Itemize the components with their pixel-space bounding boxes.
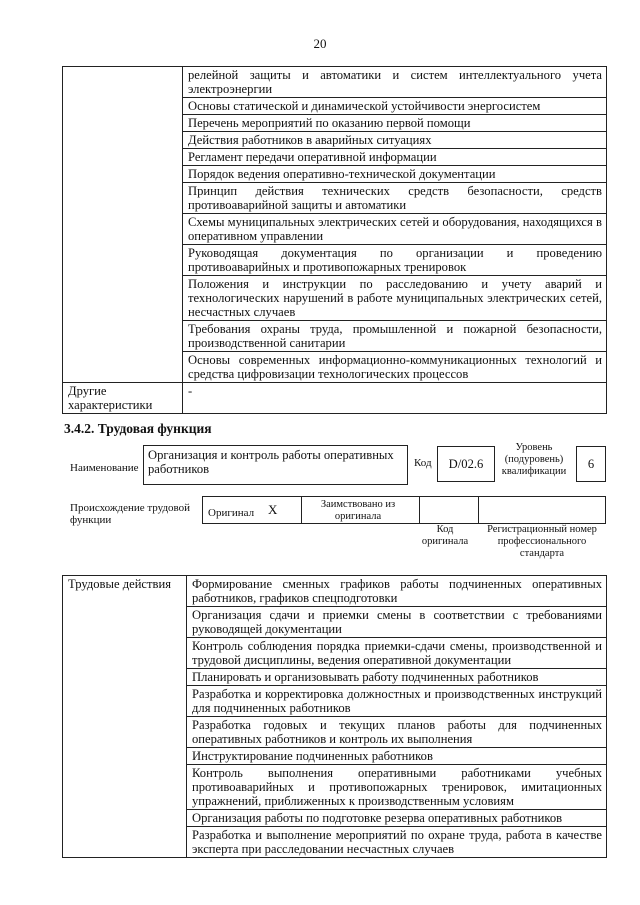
knowledge-item: Принцип действия технических средств безопасности, средств противоаварийной защиты и автоматики (183, 183, 607, 214)
name-label: Наименование (70, 462, 139, 474)
page-number: 20 (313, 36, 327, 51)
labor-action-item: Организация работы по подготовке резерва оперативных работников (187, 810, 607, 827)
origin-label: Происхождение трудовой функции (70, 502, 191, 526)
registration-number-label: Регистрационный номер профессионального стандарта (487, 524, 597, 559)
divider (301, 497, 302, 523)
labor-action-item: Инструктирование подчиненных работников (187, 748, 607, 765)
table-row (63, 576, 607, 607)
code-original-label: Код оригинала (421, 524, 469, 547)
knowledge-item: релейной защиты и автоматики и систем интеллектуального учета электроэнергии (183, 67, 607, 98)
knowledge-item: Руководящая документация по организации и проведению противоаварийных и противопожарных тренировок (183, 245, 607, 276)
borrowed-label: Заимствовано из оригинала (320, 499, 396, 522)
knowledge-table (62, 66, 607, 414)
original-mark: X (268, 502, 278, 517)
labor-action-item: Планировать и организовывать работу подчиненных работников (187, 669, 607, 686)
other-characteristics-label: Другие характеристики (63, 383, 183, 414)
knowledge-item: Основы современных информационно-коммуникационных технологий и средства цифровизации технологических процессов (183, 352, 607, 383)
code-box: D/02.6 (437, 446, 495, 482)
section-title: 3.4.2. Трудовая функция (64, 421, 212, 436)
labor-action-item: Контроль выполнения оперативными работниками учебных противоаварийных и противопожарных тренировок, имитационных упражнений, приближенных к производственным условиям (187, 765, 607, 810)
function-name-box: Организация и контроль работы оперативных работников (143, 445, 408, 485)
labor-actions-table (62, 575, 607, 858)
labor-action-item: Контроль соблюдения порядка приемки-сдачи смены, производственной и трудовой дисциплины, ведения оперативной документации (187, 638, 607, 669)
knowledge-item: Действия работников в аварийных ситуациях (183, 132, 607, 149)
knowledge-item: Схемы муниципальных электрических сетей и оборудования, находящихся в оперативном управлении (183, 214, 607, 245)
labor-action-item: Организация сдачи и приемки смены в соответствии с требованиями руководящей документации (187, 607, 607, 638)
original-label: Оригинал (208, 507, 255, 519)
labor-action-item: Разработка годовых и текущих планов работы для подчиненных оперативных работников и контроль их выполнения (187, 717, 607, 748)
labor-action-item: Формирование сменных графиков работы подчиненных оперативных работников, графиков спецподготовки (187, 576, 607, 607)
knowledge-item: Порядок ведения оперативно-технической документации (183, 166, 607, 183)
table-row (63, 383, 607, 414)
level-box: 6 (576, 446, 606, 482)
table-row (63, 67, 607, 98)
knowledge-item: Основы статической и динамической устойчивости энергосистем (183, 98, 607, 115)
code-label: Код (414, 457, 432, 469)
level-label: Уровень (подуровень) квалификации (501, 442, 567, 477)
divider (419, 497, 420, 523)
knowledge-label-cell (63, 67, 183, 383)
labor-action-item: Разработка и корректировка должностных и производственных инструкций для подчиненных работников (187, 686, 607, 717)
knowledge-item: Требования охраны труда, промышленной и пожарной безопасности, производственной санитарии (183, 321, 607, 352)
other-characteristics-value: - (183, 383, 607, 414)
knowledge-item: Перечень мероприятий по оказанию первой помощи (183, 115, 607, 132)
divider (478, 497, 479, 523)
labor-actions-label: Трудовые действия (63, 576, 187, 858)
knowledge-item: Положения и инструкции по расследованию и учету аварий и технологических нарушений в работе муниципальных электрических сетей, несчастных случаев (183, 276, 607, 321)
labor-action-item: Разработка и выполнение мероприятий по охране труда, работа в качестве эксперта при расследовании несчастных случаев (187, 827, 607, 858)
knowledge-item: Регламент передачи оперативной информации (183, 149, 607, 166)
